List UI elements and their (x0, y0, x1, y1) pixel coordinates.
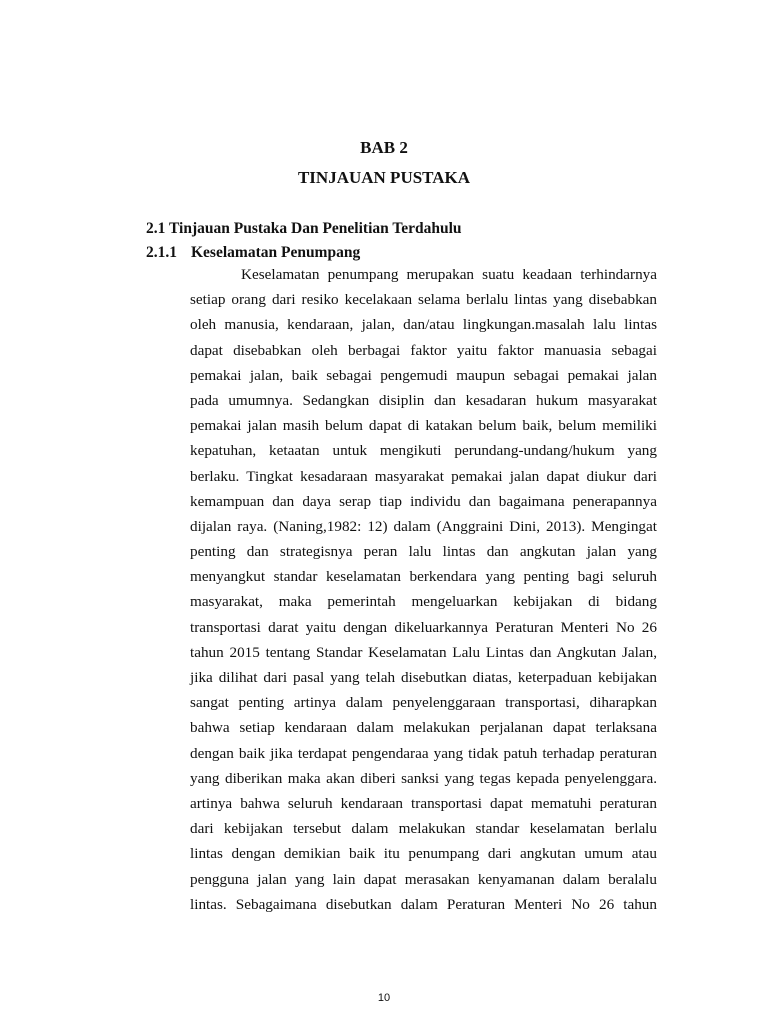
paragraph-line: sangat penting artinya dalam penyelenggaraan transportasi, diharapkan (190, 694, 657, 712)
section-heading: 2.1 Tinjauan Pustaka Dan Penelitian Terdahulu (146, 220, 462, 237)
paragraph-line: berlaku. Tingkat kesadaraan masyarakat pemakai jalan dapat diukur dari (190, 467, 657, 485)
paragraph-line: artinya bahwa seluruh kendaraan transportasi dapat mematuhi peraturan (190, 794, 657, 812)
paragraph-line: dengan baik jika terdapat pengendaraa yang tidak patuh terhadap peraturan (190, 744, 657, 762)
paragraph-line: Keselamatan penumpang merupakan suatu keadaan terhindarnya (241, 266, 657, 283)
page-number: 10 (377, 992, 391, 1004)
paragraph-line: yang diberikan maka akan diberi sanksi yang tegas kepada penyelenggara. (190, 769, 657, 787)
paragraph-line: dapat disebabkan oleh berbagai faktor yaitu faktor manuasia sebagai (190, 341, 657, 359)
paragraph-line: oleh manusia, kendaraan, jalan, dan/atau lingkungan.masalah lalu lintas (190, 316, 657, 334)
paragraph-line: jika dilihat dari pasal yang telah disebutkan diatas, keterpaduan kebijakan (190, 669, 657, 686)
paragraph-line: pemakai jalan masih belum dapat di katakan belum baik, belum memiliki (190, 417, 657, 435)
paragraph-line: kemampuan dan daya serap tiap individu dan bagaimana penerapannya (190, 492, 657, 510)
subsection-number: 2.1.1 (146, 244, 177, 261)
paragraph-line: pemakai jalan, baik sebagai pengemudi maupun sebagai pemakai jalan (190, 366, 657, 384)
paragraph-line: kepatuhan, ketaatan untuk mengikuti perundang-undang/hukum yang (190, 442, 657, 460)
paragraph-line: tahun 2015 tentang Standar Keselamatan Lalu Lintas dan Angkutan Jalan, (190, 643, 657, 661)
subsection-heading (146, 244, 360, 262)
paragraph-line: transportasi darat yaitu dengan dikeluarkannya Peraturan Menteri No 26 (190, 618, 657, 636)
paragraph-line: dijalan raya. (Naning,1982: 12) dalam (Anggraini Dini, 2013). Mengingat (190, 517, 657, 535)
paragraph-line: setiap orang dari resiko kecelakaan selama berlalu lintas yang disebabkan (190, 291, 657, 309)
paragraph-line: dari kebijakan tersebut dalam melakukan standar keselamatan berlalu (190, 820, 657, 838)
body-paragraph (190, 262, 657, 917)
chapter-number: BAB 2 (360, 138, 408, 157)
paragraph-line: penting dan strategisnya peran lalu lintas dan angkutan jalan yang (190, 543, 657, 561)
chapter-title: TINJAUAN PUSTAKA (297, 168, 471, 187)
paragraph-line: pengguna jalan yang lain dapat merasakan kenyamanan dalam beralalu (190, 870, 657, 888)
paragraph-line: bahwa setiap kendaraan dalam melakukan perjalanan dapat terlaksana (190, 719, 657, 737)
paragraph-line: menyangkut standar keselamatan berkendara yang penting bagi seluruh (190, 568, 657, 586)
subsection-title: Keselamatan Penumpang (191, 244, 361, 261)
paragraph-line: lintas dengan demikian baik itu penumpang dari angkutan umum atau (190, 845, 657, 863)
paragraph-line: masyarakat, maka pemerintah mengeluarkan kebijakan di bidang (190, 593, 657, 611)
paragraph-line: lintas. Sebagaimana disebutkan dalam Peraturan Menteri No 26 tahun (190, 895, 657, 913)
paragraph-line: pada umumnya. Sedangkan disiplin dan kesadaran hukum masyarakat (190, 391, 657, 409)
